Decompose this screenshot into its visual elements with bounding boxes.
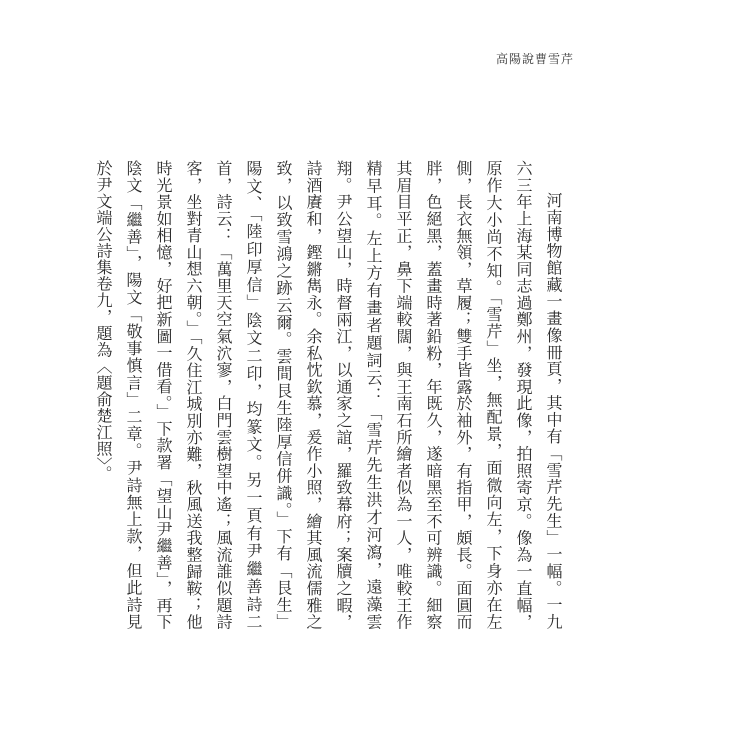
body-text [94,160,568,630]
running-header: 高陽說曹雪芹 [495,52,574,66]
paragraph: 河南博物館藏一畫像冊頁，其中有「雪芹先生」一幅。一九六三年上海某同志過鄭州，發現此像，拍照寄京。像為一直幅，原作大小尚不知。「雪芹」坐，無配景，面微向左，下身亦在左側，長衣無領，草履；雙手皆露於袖外，有指甲，頗長。面圓而胖，色絕黑，蓋畫時著鉛粉，年既久，遂暗黑至不可辨識。細察其眉目平正，鼻下端較闊，與王南石所繪者似為一人，唯較王作精早耳。左上方有畫者題詞云：「雪芹先生洪才河瀉，遠藻雲翔。尹公望山，時督兩江，以通家之誼，羅致幕府；案牘之暇，詩酒賡和，鏗鏘雋永。余私忱欽慕，爰作小照，繪其風流儒雅之致，以致雪鴻之跡云爾。雲間艮生陸厚信併識。」下有「艮生」陽文、「陸印厚信」陰文二印，均篆文。另一頁有尹繼善詩二首，詩云：「萬里天空氣泬寥，白門雲樹望中遙；風流誰似題詩客，坐對青山想六朝。」「久住江城別亦難，秋風送我整歸鞍；他時光景如相憶，好把新圖一借看。」下款署「望山尹繼善」，再下陰文「繼善」，陽文「敬事慎言」二章。尹詩無上款，但此詩見於尹文端公詩集卷九，題為〈題俞楚江照〉。 [94,160,563,630]
